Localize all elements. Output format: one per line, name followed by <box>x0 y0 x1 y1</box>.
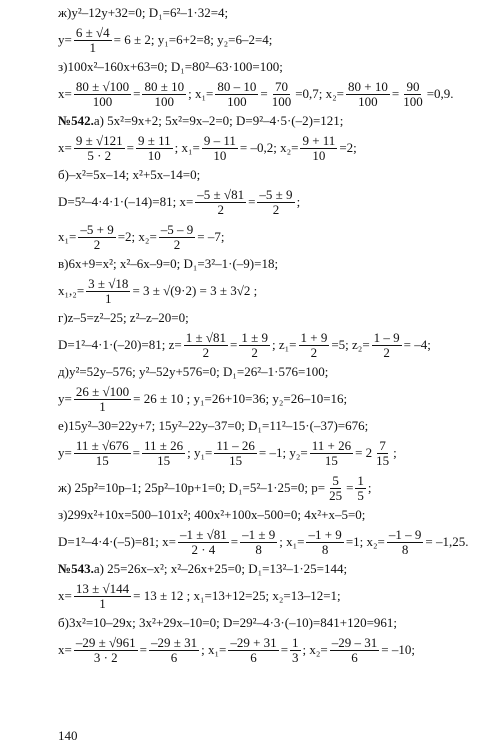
fraction: $\frac{-1 \pm √81}{2 \cdot 4}$ <box>179 526 227 557</box>
fraction: $\frac{-1 \pm 9}{8}$ <box>242 526 276 557</box>
fraction: $\frac{90}{100}$ <box>403 78 423 109</box>
fraction: $\frac{13 \pm √144}{1}$ <box>75 580 130 611</box>
line-542z2: D=1²–4·4·(–5)=81; x= $\frac{-1 \pm √81}{2 \cdot 4}$ = $\frac{-1 \pm 9}{8}$ ; x₁= $\frac{-1 + 9}{8}$ =1; x₂= $\frac{-1 - 9}{8}$ = –1,25. <box>58 526 469 557</box>
solutions-page <box>58 4 478 668</box>
fraction: $\frac{80 \pm 10}{100}$ <box>144 78 185 109</box>
fraction: $\frac{-29 + 31}{6}$ <box>230 634 277 665</box>
fraction: $\frac{-29 \pm √961}{3 \cdot 2}$ <box>75 634 136 665</box>
fraction: $\frac{7}{15}$ <box>376 437 390 468</box>
line-543a: x= $\frac{13 \pm √144}{1}$ = 13 ± 12 ; x₁=13+12=25; x₂=13–12=1; <box>58 580 341 611</box>
line-542b1: б) –x²=5x–14; x²+5x–14=0; <box>58 167 201 183</box>
line-542b3: x₁= $\frac{-5 + 9}{2}$ =2; x₂= $\frac{-5 - 9}{2}$ = –7; <box>58 221 225 252</box>
fraction: $\frac{5}{25}$ <box>329 472 343 503</box>
fraction: $\frac{11 \pm 26}{15}$ <box>143 437 184 468</box>
line-542v1: в) 6x+9=x²; x²–6x–9=0; D₁=3²–1·(–9)=18; <box>58 256 279 272</box>
fraction: $\frac{1 - 9}{2}$ <box>373 329 400 360</box>
fraction: $\frac{11 + 26}{15}$ <box>311 437 352 468</box>
fraction: $\frac{80 - 10}{100}$ <box>217 78 257 109</box>
line-542a: x= $\frac{9 \pm √121}{5 \cdot 2}$ = $\frac{9 \pm 11}{10}$ ; x₁= $\frac{9 - 11}{10}$ = –0,2; x₂= $\frac{9 + 11}{10}$ =2; <box>58 132 357 163</box>
fraction: $\frac{9 - 11}{10}$ <box>203 132 236 163</box>
fraction: $\frac{11 - 26}{15}$ <box>216 437 255 468</box>
fraction: $\frac{1 \pm √81}{2}$ <box>185 329 227 360</box>
line-542g1: г) z–5=z²–25; z²–z–20=0; <box>58 310 189 326</box>
line-zh2: y= $\frac{6 \pm √4}{1}$ = 6 ± 2; y₁=6+2=8; y₂=6–2=4; <box>58 24 273 55</box>
fraction: $\frac{-29 - 31}{6}$ <box>331 634 378 665</box>
line-543b2: x= $\frac{-29 \pm √961}{3 \cdot 2}$ = $\frac{-29 \pm 31}{6}$ ; x₁= $\frac{-29 + 31}{6}$ = $\frac{1}{3}$ ; x₂= $\frac{-29 - 31}{6}$ = –10; <box>58 634 415 665</box>
fraction: $\frac{80 \pm √100}{100}$ <box>75 78 130 109</box>
line-zh1: ж) y²–12y+32=0; D₁=6²–1·32=4; <box>58 5 229 21</box>
line-542d1: д) y²=52y–576; y²–52y+576=0; D₁=26²–1·576=100; <box>58 364 329 380</box>
line-542z1: з) 299x²+10x=500–101x²; 400x²+100x–500=0; 4x²+x–5=0; <box>58 507 366 523</box>
problem-542-heading: №542. а) 5x²=9x+2; 5x²=9x–2=0; D=9²–4·5·(–2)=121; <box>58 113 344 129</box>
line-542d2: y= $\frac{26 \pm √100}{1}$ = 26 ± 10 ; y₁=26+10=36; y₂=26–10=16; <box>58 383 348 414</box>
fraction: $\frac{70}{100}$ <box>271 78 292 109</box>
fraction: $\frac{1}{3}$ <box>292 634 299 665</box>
line-542g2: D=1²–4·1·(–20)=81; z= $\frac{1 \pm √81}{2}$ = $\frac{1 \pm 9}{2}$ ; z₁= $\frac{1 + 9}{2}$ =5; z₂= $\frac{1 - 9}{2}$ = –4; <box>58 329 431 360</box>
fraction: $\frac{-5 \pm 9}{2}$ <box>259 186 293 217</box>
fraction: $\frac{80 + 10}{100}$ <box>348 78 388 109</box>
page-number: 140 <box>58 728 78 743</box>
line-542zh: ж) 25p²=10p–1; 25p²–10p+1=0; D₁=5²–1·25=0; p= $\frac{5}{25}$ = $\frac{1}{5}$ ; <box>58 472 372 503</box>
fraction: $\frac{1 + 9}{2}$ <box>300 329 328 360</box>
line-z2: x= $\frac{80 \pm √100}{100}$ = $\frac{80 \pm 10}{100}$ ; x₁= $\frac{80 - 10}{100}$ = $\frac{70}{100}$ =0,7; x₂= $\frac{80 + 10}{100}$ = $\frac{90}{100}$ =0,9. <box>58 78 454 109</box>
line-542e2: y= $\frac{11 \pm √676}{15}$ = $\frac{11 \pm 26}{15}$ ; y₁= $\frac{11 - 26}{15}$ = –1; y₂= $\frac{11 + 26}{15}$ = 2 $\frac{7}{15}$ ; <box>58 437 397 468</box>
fraction: $\frac{1}{5}$ <box>357 472 364 503</box>
fraction: $\frac{1 \pm 9}{2}$ <box>241 329 268 360</box>
fraction: $\frac{9 + 11}{10}$ <box>302 132 336 163</box>
line-542v2: x₁,₂= $\frac{3 \pm √18}{1}$ = 3 ± √(9·2) = 3 ± 3√2 ; <box>58 275 258 306</box>
fraction: $\frac{11 \pm √676}{15}$ <box>75 437 129 468</box>
fraction: $\frac{-5 \pm √81}{2}$ <box>197 186 245 217</box>
fraction: $\frac{-5 + 9}{2}$ <box>80 221 114 252</box>
fraction: $\frac{26 \pm √100}{1}$ <box>75 383 130 414</box>
fraction: $\frac{9 \pm √121}{5 \cdot 2}$ <box>75 132 123 163</box>
fraction: $\frac{3 \pm √18}{1}$ <box>88 275 129 306</box>
line-z1: з) 100x²–160x+63=0; D₁=80²–63·100=100; <box>58 59 283 75</box>
fraction: $\frac{-1 + 9}{8}$ <box>308 526 342 557</box>
line-543b1: б) 3x²=10–29x; 3x²+29x–10=0; D=29²–4·3·(–10)=841+120=961; <box>58 615 398 631</box>
fraction: $\frac{-29 \pm 31}{6}$ <box>150 634 198 665</box>
fraction: $\frac{6 \pm √4}{1}$ <box>75 24 110 55</box>
problem-543-heading: №543. а) 25=26x–x²; x²–26x+25=0; D₁=13²–1·25=144; <box>58 561 348 577</box>
fraction: $\frac{-5 - 9}{2}$ <box>160 221 194 252</box>
fraction: $\frac{-1 - 9}{8}$ <box>388 526 422 557</box>
line-542e1: е) 15y²–30=22y+7; 15y²–22y–37=0; D₁=11²–15·(–37)=676; <box>58 418 369 434</box>
line-542b2: D=5²–4·4·1·(–14)=81; x= $\frac{-5 \pm √81}{2}$ = $\frac{-5 \pm 9}{2}$ ; <box>58 186 301 217</box>
fraction: $\frac{9 \pm 11}{10}$ <box>137 132 171 163</box>
